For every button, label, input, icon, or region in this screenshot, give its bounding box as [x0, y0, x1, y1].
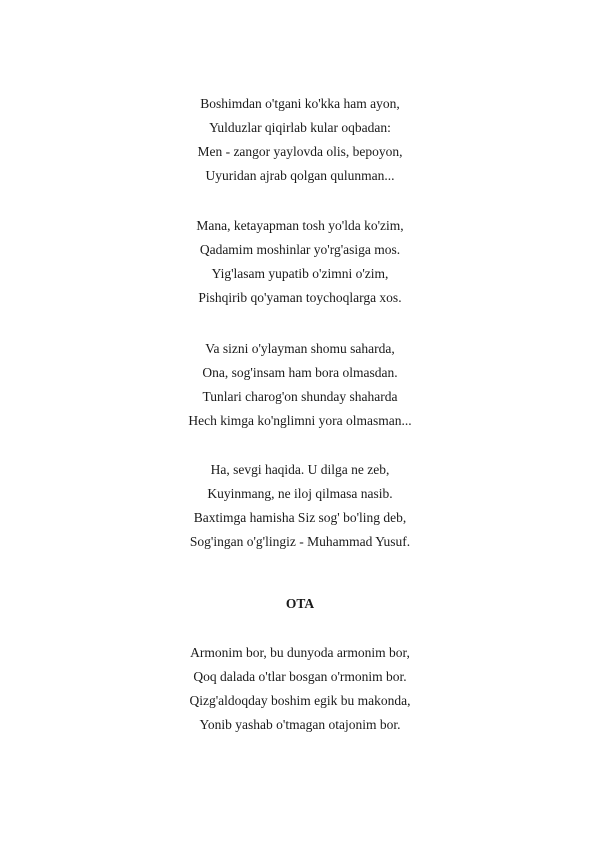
poem-line: Kuyinmang, ne iloj qilmasa nasib. — [207, 486, 393, 501]
poem-stanza — [0, 337, 600, 433]
poem-stanza — [0, 458, 600, 554]
poem-line: Qoq dalada o'tlar bosgan o'rmonim bor. — [193, 669, 407, 684]
poem-line: Hech kimga ko'nglimni yora olmasman... — [188, 413, 412, 428]
poem-line: Qadamim moshinlar yo'rg'asiga mos. — [199, 242, 401, 257]
poem-title: OTA — [285, 596, 315, 611]
poem-line: Yig'lasam yupatib o'zimni o'zim, — [211, 266, 389, 281]
poem-line: Sog'ingan o'g'lingiz - Muhammad Yusuf. — [189, 534, 411, 549]
poem-line: Men - zangor yaylovda olis, bepoyon, — [197, 144, 403, 159]
poem-stanza — [0, 92, 600, 188]
poem-line: Yulduzlar qiqirlab kular oqbadan: — [209, 120, 391, 135]
poem-line: Pishqirib qo'yaman toychoqlarga xos. — [198, 290, 402, 305]
poem-stanza — [0, 214, 600, 310]
poem-line: Yonib yashab o'tmagan otajonim bor. — [199, 717, 401, 732]
poem-line: Va sizni o'ylayman shomu saharda, — [205, 341, 395, 356]
poem-line: Qizg'aldoqday boshim egik bu makonda, — [189, 693, 411, 708]
poem-line: Mana, ketayapman tosh yo'lda ko'zim, — [196, 218, 404, 233]
poem-stanza — [0, 641, 600, 737]
poem-line: Tunlari charog'on shunday shaharda — [202, 389, 398, 404]
poem-line: Armonim bor, bu dunyoda armonim bor, — [190, 645, 410, 660]
poem-line: Boshimdan o'tgani ko'kka ham ayon, — [200, 96, 400, 111]
poem-line: Baxtimga hamisha Siz sog' bo'ling deb, — [193, 510, 407, 525]
poem-line: Ha, sevgi haqida. U dilga ne zeb, — [210, 462, 390, 477]
poem-line: Ona, sog'insam ham bora olmasdan. — [202, 365, 398, 380]
poem-line: Uyuridan ajrab qolgan qulunman... — [205, 168, 395, 183]
